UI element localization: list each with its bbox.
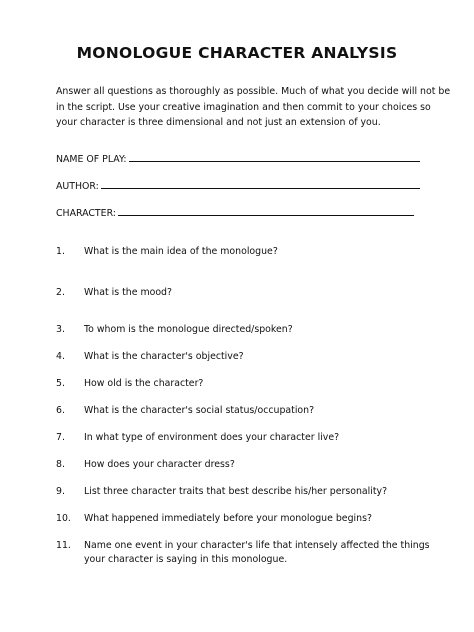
character-field[interactable] bbox=[56, 205, 414, 219]
question-number: 6. bbox=[56, 405, 65, 416]
name-of-play-blank[interactable] bbox=[129, 151, 420, 162]
instructions-line: in the script. Use your creative imagination and then commit to your choices so bbox=[56, 101, 431, 113]
question-text: What is the main idea of the monologue? bbox=[84, 246, 278, 257]
author-field[interactable] bbox=[56, 178, 420, 192]
question-number: 10. bbox=[56, 513, 71, 524]
character-label: CHARACTER: bbox=[56, 208, 116, 219]
question-text: What is the character's objective? bbox=[84, 351, 244, 362]
instructions-line: Answer all questions as thoroughly as possible. Much of what you decide will not be bbox=[56, 86, 451, 97]
question-number: 5. bbox=[56, 378, 65, 389]
author-blank[interactable] bbox=[101, 178, 420, 189]
question-number: 4. bbox=[56, 351, 65, 362]
question-text: Name one event in your character's life that intensely affected the things bbox=[84, 540, 430, 551]
question-number: 9. bbox=[56, 486, 65, 497]
question-number: 3. bbox=[56, 324, 65, 335]
instructions-paragraph bbox=[56, 84, 451, 131]
question-text: your character is saying in this monologue. bbox=[84, 553, 288, 565]
question-text: List three character traits that best describe his/her personality? bbox=[84, 486, 388, 497]
page-title: MONOLOGUE CHARACTER ANALYSIS bbox=[76, 44, 398, 62]
question-text: What is the mood? bbox=[84, 287, 172, 298]
question-number: 7. bbox=[56, 432, 65, 443]
question-number: 2. bbox=[56, 287, 65, 298]
question-text: What is the character's social status/occupation? bbox=[84, 405, 315, 416]
question-text: To whom is the monologue directed/spoken? bbox=[84, 324, 293, 335]
question-number: 1. bbox=[56, 246, 65, 257]
question-number: 11. bbox=[56, 540, 71, 551]
question-text: In what type of environment does your character live? bbox=[84, 432, 340, 443]
question-number: 8. bbox=[56, 459, 65, 470]
question-text: What happened immediately before your monologue begins? bbox=[84, 513, 372, 524]
question-text: How old is the character? bbox=[84, 378, 204, 389]
name-of-play-label: NAME OF PLAY: bbox=[56, 154, 127, 165]
character-blank[interactable] bbox=[118, 205, 414, 216]
instructions-line: your character is three dimensional and not just an extension of you. bbox=[56, 117, 381, 128]
author-label: AUTHOR: bbox=[56, 181, 99, 192]
question-text: How does your character dress? bbox=[84, 459, 235, 470]
name-of-play-field[interactable] bbox=[56, 151, 420, 165]
